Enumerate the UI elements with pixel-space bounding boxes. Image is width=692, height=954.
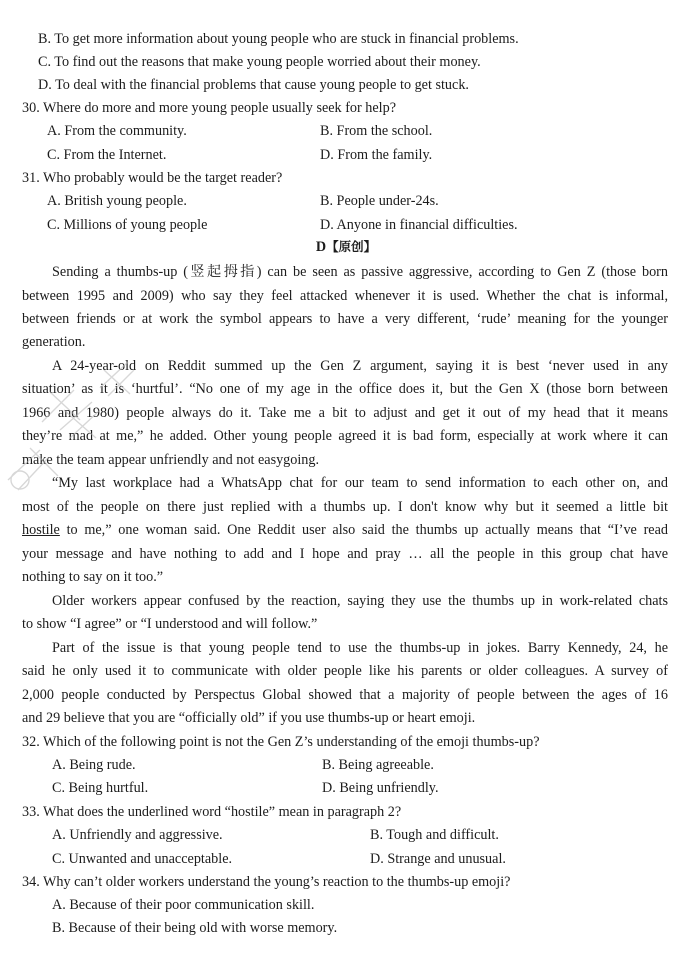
passage-line: and 29 believe that you are “officially old” if you use thumbs-up or heart emoji. — [22, 710, 476, 726]
q33-option-c: C. Unwanted and unacceptable. — [52, 851, 233, 867]
section-letter: D — [315, 239, 327, 255]
passage-line: most of the people on there just replied with a thumbs up. I don't know why but it seemed a little bit — [22, 499, 668, 515]
underlined-word-hostile: hostile — [22, 522, 60, 538]
q30-question: 30. Where do more and more young people usually seek for help? — [22, 100, 397, 116]
q32-question: 32. Which of the following point is not the Gen Z’s understanding of the emoji thumbs-up? — [22, 734, 540, 750]
passage-line: A 24-year-old on Reddit summed up the Gen Z argument, saying it is best ‘never used in any — [52, 358, 668, 374]
passage-line: make the team appear unfriendly and not easygoing. — [22, 452, 320, 468]
q31-option-c: C. Millions of young people — [47, 217, 208, 233]
passage-line: Sending a thumbs-up (竖起拇指) can be seen as passive aggressive, according to Gen Z (those born — [52, 264, 668, 280]
q34-option-a: A. Because of their poor communication skill. — [52, 897, 315, 913]
q29-option-d: D. To deal with the financial problems that cause young people to get stuck. — [38, 77, 469, 93]
q31-option-d: D. Anyone in financial difficulties. — [320, 217, 518, 233]
q33-option-d: D. Strange and unusual. — [370, 851, 506, 867]
q34-question: 34. Why can’t older workers understand the young’s reaction to the thumbs-up emoji? — [22, 874, 511, 890]
q29-option-c: C. To find out the reasons that make young people worried about their money. — [38, 54, 481, 70]
q32-option-d: D. Being unfriendly. — [322, 780, 439, 796]
q29-option-b: B. To get more information about young people who are stuck in financial problems. — [38, 31, 519, 47]
passage-line: generation. — [22, 334, 86, 350]
q30-option-c: C. From the Internet. — [47, 147, 167, 163]
passage-line: 2,000 people conducted by Perspectus Global showed that a majority of people between the ages of 16 — [22, 687, 668, 703]
section-heading — [0, 238, 692, 256]
q31-question: 31. Who probably would be the target reader? — [22, 170, 283, 186]
passage-line: said he only used it to communicate with older people like his parents or older colleagues. A survey of — [22, 663, 668, 679]
q32-option-c: C. Being hurtful. — [52, 780, 149, 796]
passage-line: they’re mad at me,” he added. Other young people agreed it is bad form, especially at work where it can — [22, 428, 668, 444]
q32-option-b: B. Being agreeable. — [322, 757, 434, 773]
q32-option-a: A. Being rude. — [52, 757, 136, 773]
q31-option-a: A. British young people. — [47, 193, 187, 209]
q30-option-b: B. From the school. — [320, 123, 433, 139]
passage-line: Older workers appear confused by the reaction, saying they use the thumbs up in work-related chats — [52, 593, 668, 609]
q33-option-b: B. Tough and difficult. — [370, 827, 499, 843]
section-tag: 【原创】 — [326, 239, 377, 254]
passage-line: to show “I agree” or “I understood and will follow.” — [22, 616, 318, 632]
passage-line: nothing to say on it too.” — [22, 569, 164, 585]
passage-line: 1966 and 1980) people always do it. Take me a bit to adjust and get it out of my head that it means — [22, 405, 668, 421]
passage-line: between friends or at work the symbol appears to have a very different, ‘rude’ meaning for the younger — [22, 311, 668, 327]
passage-line: between 1995 and 2009) who say they feel attacked whenever it is used. Whether the chat is informal, — [22, 288, 668, 304]
passage-text: to me,” one woman said. One Reddit user also said the thumbs up actually means that “I’ve read — [59, 522, 668, 538]
q30-option-a: A. From the community. — [47, 123, 187, 139]
passage-line: Part of the issue is that young people tend to use the thumbs-up in jokes. Barry Kennedy, 24, he — [52, 640, 668, 656]
passage-line: your message and have nothing to add and I hope and pray … all the people in this group chat have — [22, 546, 668, 562]
q33-question: 33. What does the underlined word “hostile” mean in paragraph 2? — [22, 804, 402, 820]
q30-option-d: D. From the family. — [320, 147, 433, 163]
passage-line: “My last workplace had a WhatsApp chat for our team to send information to each other on, and — [52, 475, 668, 491]
passage-line: situation’ as it is ‘hurtful’. “No one of my age in the office does it, but the Gen X (those born between — [22, 381, 668, 397]
q33-option-a: A. Unfriendly and aggressive. — [52, 827, 223, 843]
q31-option-b: B. People under-24s. — [320, 193, 439, 209]
passage-line-hostile — [22, 521, 668, 539]
q34-option-b: B. Because of their being old with worse memory. — [52, 920, 338, 936]
